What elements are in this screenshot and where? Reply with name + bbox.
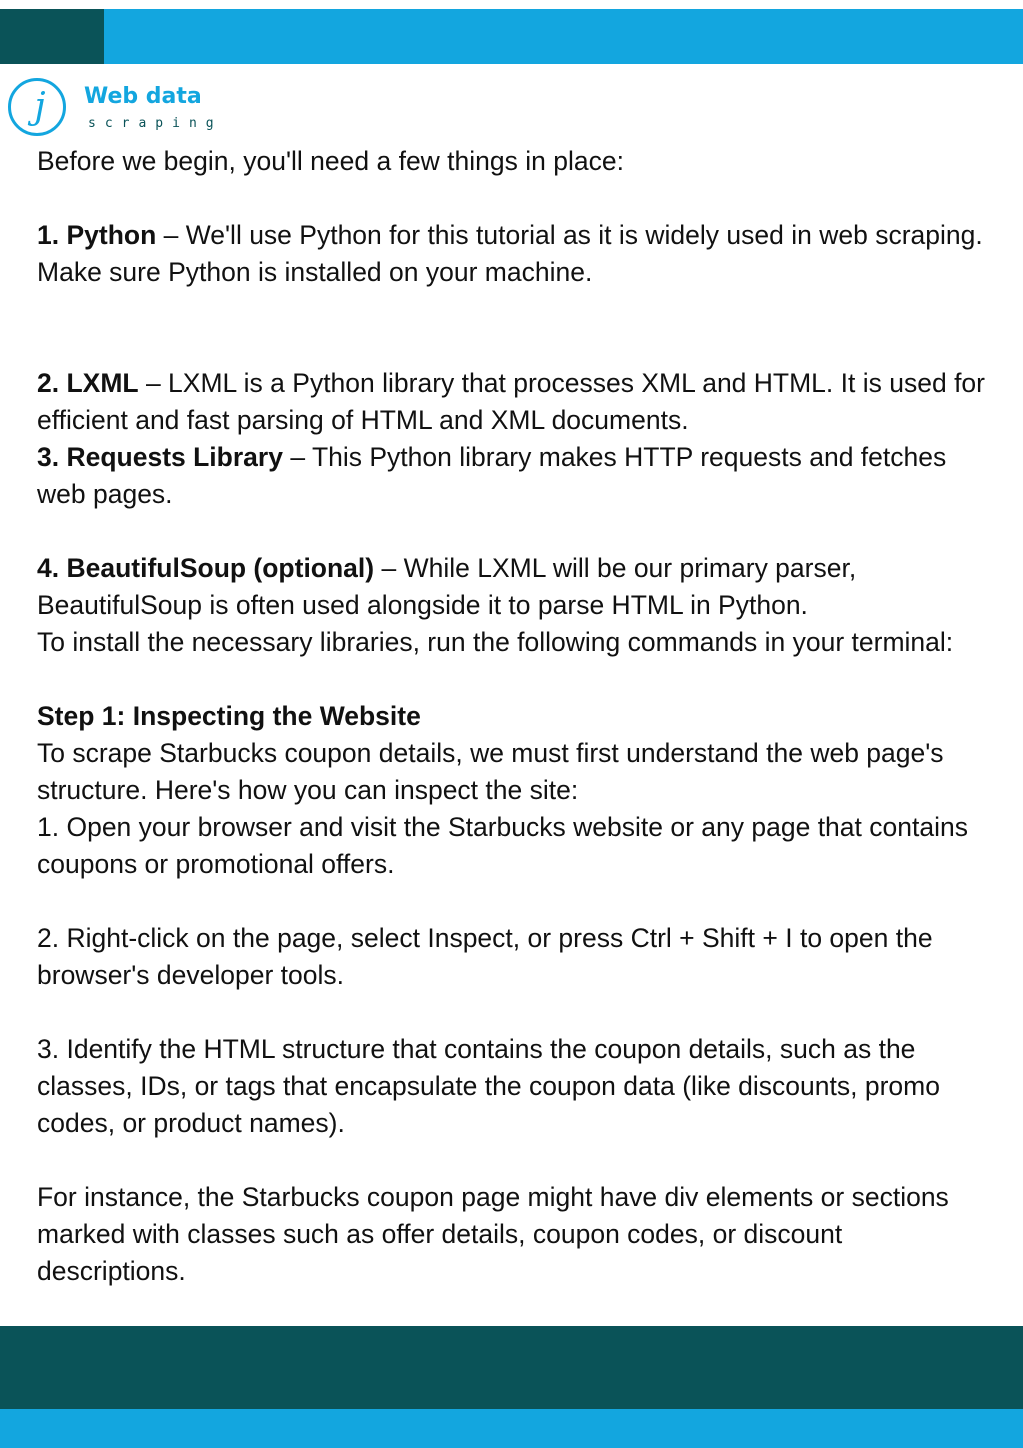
intro-paragraph: Before we begin, you'll need a few things in place: [37, 146, 624, 176]
step1-heading [37, 698, 997, 735]
logo-tagline: scraping [88, 116, 223, 131]
step1-point-3: 3. Identify the HTML structure that contains the coupon details, such as the classes, IDs, or tags that encapsulate the coupon data (like discounts, promo codes, or product names). [37, 1034, 940, 1138]
requirement-requests [37, 439, 997, 513]
step-heading-text: Step 1: Inspecting the Website [37, 701, 421, 731]
install-note: To install the necessary libraries, run the following commands in your terminal: [37, 627, 954, 657]
requirement-beautifulsoup [37, 550, 997, 624]
requirement-text: – While LXML will be our primary parser, BeautifulSoup is often used alongside it to parse HTML in Python. [37, 553, 857, 620]
header-bar-accent [0, 9, 104, 64]
document-body [37, 143, 997, 1290]
logo-glyph: j [34, 86, 46, 127]
requirement-text: – We'll use Python for this tutorial as it is widely used in web scraping. Make sure Python is installed on your machine. [37, 220, 983, 287]
requirement-text: – This Python library makes HTTP requests and fetches web pages. [37, 442, 947, 509]
footer-bar [0, 1326, 1023, 1409]
requirement-python [37, 217, 997, 291]
requirement-title: 1. Python [37, 220, 157, 250]
requirement-title: 3. Requests Library [37, 442, 283, 472]
requirement-title: 4. BeautifulSoup (optional) [37, 553, 375, 583]
step1-intro: To scrape Starbucks coupon details, we must first understand the web page's structure. Here's how you can inspect the site: [37, 738, 944, 805]
step1-point-1: 1. Open your browser and visit the Starbucks website or any page that contains coupons or promotional offers. [37, 812, 968, 879]
step1-point-2: 2. Right-click on the page, select Inspect, or press Ctrl + Shift + I to open the browser's developer tools. [37, 923, 933, 990]
footer-bar-accent [0, 1409, 1023, 1448]
logo-brand-text: Web data [84, 84, 202, 109]
requirement-lxml [37, 365, 997, 439]
requirement-title: 2. LXML [37, 368, 139, 398]
company-logo [8, 78, 238, 144]
example-paragraph: For instance, the Starbucks coupon page might have div elements or sections marked with classes such as offer details, coupon codes, or discount descriptions. [37, 1182, 949, 1286]
header-bar [0, 9, 1023, 64]
requirement-text: – LXML is a Python library that processes XML and HTML. It is used for efficient and fast parsing of HTML and XML documents. [37, 368, 985, 435]
logo-circle-icon [8, 78, 66, 136]
